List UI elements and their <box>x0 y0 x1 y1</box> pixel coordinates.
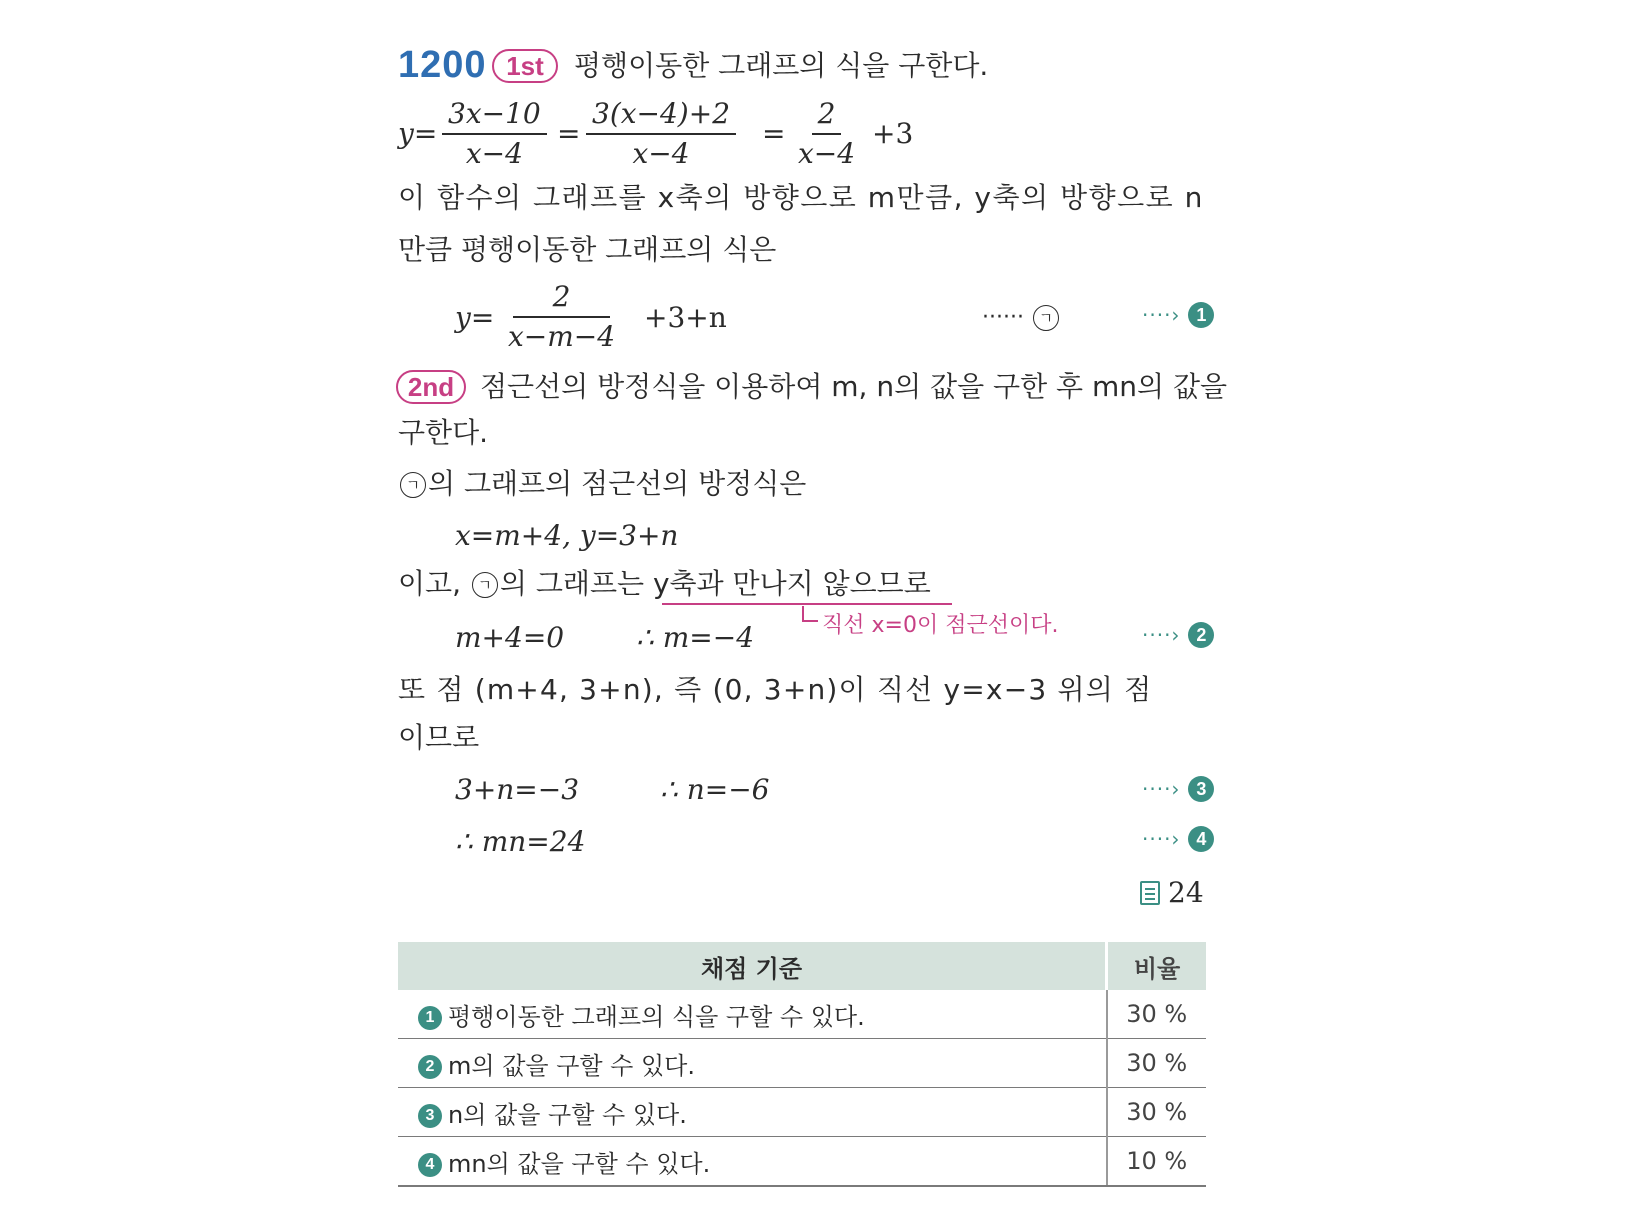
answer <box>1140 876 1204 909</box>
step2-badge: 2nd <box>396 370 466 404</box>
step2-heading-2: 구한다. <box>398 416 489 449</box>
marker-2-arrow: ····› <box>1142 623 1181 647</box>
eq-n-result: ∴ n=−6 <box>660 773 770 806</box>
marker-4-circle: 4 <box>1188 826 1214 852</box>
marker-3-arrow: ····› <box>1142 777 1181 801</box>
eq1-f1-numerator: 3x−10 <box>442 97 547 135</box>
eq1-lhs: y= <box>398 117 438 150</box>
rubric-text: n의 값을 구할 수 있다. <box>448 1100 687 1129</box>
marker-2-circle: 2 <box>1188 622 1214 648</box>
step2-line-1 <box>398 466 806 502</box>
rubric-header-row <box>398 942 1206 990</box>
step1-text-2: 만큼 평행이동한 그래프의 식은 <box>398 233 777 266</box>
line1-circled-label: ㄱ <box>400 472 426 498</box>
problem-number: 1200 <box>398 44 487 86</box>
eq1-f1-denominator: x−4 <box>465 137 523 170</box>
eq2-dots: ······ <box>982 305 1024 330</box>
eq1-equals-2: = <box>762 117 786 150</box>
rubric-ratio-cell: 30 % <box>1107 1088 1207 1137</box>
rubric-ratio-cell: 30 % <box>1107 1039 1207 1088</box>
asymptote-note: 직선 x=0이 점근선이다. <box>822 613 1059 638</box>
line2-underlined: y축과 만나지 않으므로 <box>652 567 931 600</box>
rubric-number: 4 <box>418 1153 442 1177</box>
eq2-denominator: x−m−4 <box>508 320 616 353</box>
eq1-fraction-2 <box>586 97 736 171</box>
marker-3-circle: 3 <box>1188 776 1214 802</box>
eq1-f2-numerator: 3(x−4)+2 <box>586 97 736 135</box>
eq1-equals-1: = <box>557 117 581 150</box>
eq2-lhs: y= <box>455 301 495 334</box>
eq1-fraction-3 <box>792 97 861 171</box>
eq2-circled-label: ㄱ <box>1033 305 1059 331</box>
rubric-text: m의 값을 구할 수 있다. <box>448 1051 695 1080</box>
eq2-tail: +3+n <box>644 301 727 334</box>
marker-1 <box>1142 302 1214 328</box>
step1-text-1: 이 함수의 그래프를 x축의 방향으로 m만큼, y축의 방향으로 n <box>398 181 1204 214</box>
line2-prefix: 이고, <box>398 567 461 600</box>
line1-text: 의 그래프의 점근선의 방정식은 <box>428 467 807 500</box>
marker-2 <box>1142 622 1214 648</box>
eq2-fraction <box>502 280 621 354</box>
marker-3 <box>1142 776 1214 802</box>
note-bracket <box>802 606 818 622</box>
eq1-f2-denominator: x−4 <box>632 137 690 170</box>
eq1-fraction-1 <box>442 97 547 171</box>
rubric-number: 2 <box>418 1055 442 1079</box>
rubric-ratio-cell: 30 % <box>1107 990 1207 1039</box>
eq1-f3-denominator: x−4 <box>798 137 856 170</box>
step1-heading: 평행이동한 그래프의 식을 구한다. <box>574 49 989 82</box>
rubric-criteria-cell <box>398 1088 1107 1137</box>
rubric-ratio-cell: 10 % <box>1107 1137 1207 1187</box>
step1-badge: 1st <box>492 49 558 83</box>
line2-circled-label: ㄱ <box>472 572 498 598</box>
asymptote-equations: x=m+4, y=3+n <box>455 519 679 552</box>
table-row <box>398 1137 1206 1187</box>
eq-n: 3+n=−3 <box>455 773 580 806</box>
step2-heading-1: 점근선의 방정식을 이용하여 m, n의 값을 구한 후 mn의 값을 <box>480 370 1228 403</box>
eq2-numerator: 2 <box>513 280 611 318</box>
line2-mid: 의 그래프는 <box>499 567 645 600</box>
marker-4 <box>1142 826 1214 852</box>
rubric-criteria-cell <box>398 990 1107 1039</box>
eq1-tail: +3 <box>872 117 914 150</box>
eq2-label <box>982 300 1061 336</box>
marker-4-arrow: ····› <box>1142 827 1181 851</box>
table-row <box>398 1039 1206 1088</box>
rubric-number: 3 <box>418 1104 442 1128</box>
answer-value: 24 <box>1168 876 1204 909</box>
marker-1-circle: 1 <box>1188 302 1214 328</box>
note-underline <box>662 603 952 605</box>
answer-icon <box>1140 881 1160 905</box>
step2-line-3: 또 점 (m+4, 3+n), 즉 (0, 3+n)이 직선 y=x−3 위의 점 <box>398 673 1153 706</box>
step2-line-4: 이므로 <box>398 721 480 754</box>
table-row <box>398 990 1206 1039</box>
rubric-table <box>398 942 1206 1187</box>
eq-mn: ∴ mn=24 <box>455 825 586 858</box>
eq-m-result: ∴ m=−4 <box>636 621 755 654</box>
rubric-header-criteria: 채점 기준 <box>398 942 1107 990</box>
rubric-criteria-cell <box>398 1137 1107 1187</box>
rubric-text: 평행이동한 그래프의 식을 구할 수 있다. <box>448 1002 865 1031</box>
step2-line-2 <box>398 566 931 602</box>
rubric-header-ratio: 비율 <box>1107 942 1207 990</box>
rubric-criteria-cell <box>398 1039 1107 1088</box>
marker-1-arrow: ····› <box>1142 303 1181 327</box>
eq-m: m+4=0 <box>455 621 565 654</box>
rubric-text: mn의 값을 구할 수 있다. <box>448 1149 711 1178</box>
rubric-number: 1 <box>418 1006 442 1030</box>
table-row <box>398 1088 1206 1137</box>
eq1-f3-numerator: 2 <box>812 97 842 135</box>
